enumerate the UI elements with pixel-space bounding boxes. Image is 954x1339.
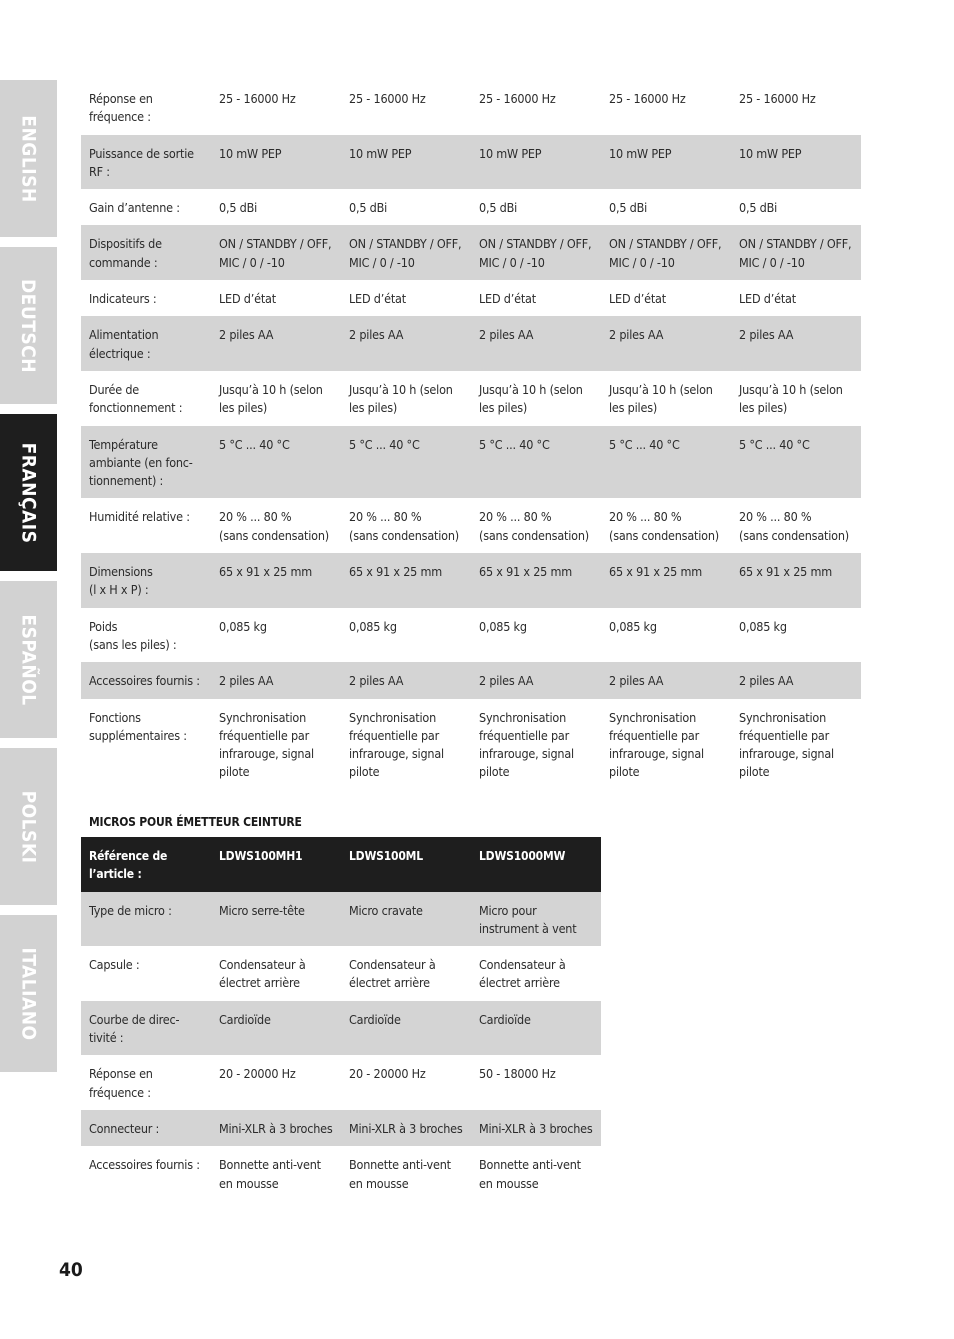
header-label: Référence de l’article : (81, 837, 211, 892)
table-row (81, 426, 861, 499)
row-value: 0,5 dBi (739, 200, 778, 216)
row-value: ON / STANDBY / OFF, MIC / 0 / -10 (211, 225, 341, 280)
row-label: Humidité relative : (89, 509, 190, 525)
row-value: 0,5 dBi (479, 200, 518, 216)
row-label: Accessoires fournis : (81, 662, 211, 698)
row-value: 2 piles AA (211, 316, 341, 371)
row-label: Réponse en fréquence : (89, 1066, 153, 1100)
lang-tab-label: ENGLISH (17, 114, 40, 203)
lang-tab-label: DEUTSCH (17, 278, 40, 373)
table-row (81, 1110, 601, 1146)
row-value: 25 - 16000 Hz (479, 91, 556, 106)
row-value: 5 °C ... 40 °C (731, 426, 861, 499)
row-value: Jusqu’à 10 h (selon les piles) (739, 381, 843, 416)
row-label: Type de micro : (81, 892, 211, 947)
row-value: 10 mW PEP (731, 135, 861, 190)
row-value: 0,085 kg (479, 618, 527, 634)
row-value: 0,5 dBi (609, 200, 648, 216)
row-value: Bonnette anti-vent en mousse (219, 1157, 321, 1191)
table-row (81, 946, 601, 1001)
row-value: 65 x 91 x 25 mm (601, 553, 731, 608)
row-label: Courbe de direc- tivité : (81, 1001, 211, 1056)
row-value: Mini-XLR à 3 broches (211, 1110, 341, 1146)
row-label: Réponse en fréquence : (89, 91, 153, 125)
row-value: 20 % ... 80 % (sans condensation) (219, 509, 329, 543)
row-label: Fonctions supplémentaires : (89, 709, 187, 743)
row-value: 0,5 dBi (219, 200, 258, 216)
row-value: Synchronisation fréquentielle par infrarouge, signal pilote (739, 709, 834, 780)
row-label: Dispositifs de commande : (81, 225, 211, 280)
row-value: 25 - 16000 Hz (219, 91, 296, 106)
lang-tab-english[interactable] (0, 80, 57, 237)
row-value: 2 piles AA (341, 316, 471, 371)
row-value: 5 °C ... 40 °C (211, 426, 341, 499)
row-label: Gain d’antenne : (89, 200, 180, 216)
row-value: Condensateur à électret arrière (479, 957, 566, 991)
row-value: 20 % ... 80 % (sans condensation) (349, 509, 459, 543)
mic-table-header (81, 837, 601, 892)
row-label: Température ambiante (en fonc- tionnement) : (81, 426, 211, 499)
lang-tab-label: FRANÇAIS (17, 442, 40, 543)
row-value: 50 - 18000 Hz (479, 1066, 556, 1082)
row-value: 2 piles AA (601, 316, 731, 371)
table-row (81, 662, 861, 698)
section-title: MICROS POUR ÉMETTEUR CEINTURE (89, 815, 302, 829)
mic-table (81, 837, 601, 1201)
table-row (81, 699, 861, 790)
row-value: 2 piles AA (471, 662, 601, 698)
table-row (81, 316, 861, 371)
row-value: 2 piles AA (211, 662, 341, 698)
table-row (81, 553, 861, 608)
row-value: 5 °C ... 40 °C (601, 426, 731, 499)
row-value: 25 - 16000 Hz (349, 91, 426, 106)
table-row (81, 498, 861, 553)
row-value: Micro cravate (341, 892, 471, 947)
lang-tab-italiano[interactable] (0, 915, 57, 1072)
row-value: 20 % ... 80 % (sans condensation) (609, 509, 719, 543)
row-value: 10 mW PEP (471, 135, 601, 190)
row-label: Capsule : (89, 957, 140, 973)
table-row (81, 892, 601, 947)
row-value: 2 piles AA (731, 662, 861, 698)
spec-table (81, 80, 861, 790)
row-value: 65 x 91 x 25 mm (471, 553, 601, 608)
row-value: Jusqu’à 10 h (selon les piles) (479, 381, 583, 416)
header-model: LDWS100MH1 (211, 837, 341, 892)
row-value: Condensateur à électret arrière (219, 957, 306, 991)
row-value: 5 °C ... 40 °C (471, 426, 601, 499)
row-value: 65 x 91 x 25 mm (211, 553, 341, 608)
row-value: Condensateur à électret arrière (349, 957, 436, 991)
row-value: LED d’état (479, 291, 536, 307)
row-value: Bonnette anti-vent en mousse (479, 1157, 581, 1191)
lang-tab-label: ITALIANO (17, 946, 40, 1041)
row-value: ON / STANDBY / OFF, MIC / 0 / -10 (601, 225, 731, 280)
row-label: Accessoires fournis : (89, 1157, 200, 1173)
row-value: Mini-XLR à 3 broches (471, 1110, 601, 1146)
row-label: Indicateurs : (89, 291, 157, 307)
row-label: Poids (sans les piles) : (89, 618, 177, 652)
row-label: Alimentation électrique : (81, 316, 211, 371)
table-row (81, 1146, 601, 1201)
row-value: LED d’état (739, 291, 796, 307)
table-row (81, 608, 861, 663)
table-row (81, 1055, 601, 1110)
row-value: 0,5 dBi (349, 200, 388, 216)
row-value: Synchronisation fréquentielle par infrarouge, signal pilote (479, 709, 574, 780)
lang-tab-espanol[interactable] (0, 581, 57, 738)
lang-tab-francais[interactable] (0, 414, 57, 571)
table-row (81, 189, 861, 225)
table-row (81, 1001, 601, 1056)
lang-tab-label: ESPAÑOL (17, 613, 40, 706)
row-value: 20 % ... 80 % (sans condensation) (479, 509, 589, 543)
row-value: 2 piles AA (471, 316, 601, 371)
lang-tab-label: POLSKI (17, 790, 40, 863)
row-value: 20 % ... 80 % (sans condensation) (739, 509, 849, 543)
row-value: ON / STANDBY / OFF, MIC / 0 / -10 (471, 225, 601, 280)
row-value: Synchronisation fréquentielle par infrarouge, signal pilote (219, 709, 314, 780)
row-value: ON / STANDBY / OFF, MIC / 0 / -10 (341, 225, 471, 280)
row-value: Micro pour instrument à vent (471, 892, 601, 947)
row-value: 20 - 20000 Hz (349, 1066, 426, 1082)
table-row (81, 225, 861, 280)
row-label: Connecteur : (81, 1110, 211, 1146)
row-value: Cardioïde (341, 1001, 471, 1056)
row-value: ON / STANDBY / OFF, MIC / 0 / -10 (731, 225, 861, 280)
row-value: 65 x 91 x 25 mm (731, 553, 861, 608)
row-value: 2 piles AA (341, 662, 471, 698)
row-value: 25 - 16000 Hz (609, 91, 686, 106)
lang-tab-polski[interactable] (0, 748, 57, 905)
row-value: 0,085 kg (609, 618, 657, 634)
row-label: Dimensions (l x H x P) : (81, 553, 211, 608)
row-value: 65 x 91 x 25 mm (341, 553, 471, 608)
row-label: Puissance de sortie RF : (81, 135, 211, 190)
row-value: Cardioïde (211, 1001, 341, 1056)
header-model: LDWS1000MW (471, 837, 601, 892)
header-model: LDWS100ML (341, 837, 471, 892)
row-value: Synchronisation fréquentielle par infrarouge, signal pilote (609, 709, 704, 780)
row-value: LED d’état (219, 291, 276, 307)
row-value: 2 piles AA (731, 316, 861, 371)
row-value: 5 °C ... 40 °C (341, 426, 471, 499)
row-value: Synchronisation fréquentielle par infrarouge, signal pilote (349, 709, 444, 780)
row-value: 10 mW PEP (341, 135, 471, 190)
row-value: Mini-XLR à 3 broches (341, 1110, 471, 1146)
row-value: 0,085 kg (349, 618, 397, 634)
lang-tab-deutsch[interactable] (0, 247, 57, 404)
row-value: Jusqu’à 10 h (selon les piles) (609, 381, 713, 416)
page-number: 40 (59, 1259, 83, 1281)
table-row (81, 135, 861, 190)
row-value: 0,085 kg (739, 618, 787, 634)
row-value: 2 piles AA (601, 662, 731, 698)
row-value: 10 mW PEP (211, 135, 341, 190)
table-row (81, 371, 861, 426)
row-value: 0,085 kg (219, 618, 267, 634)
row-value: Bonnette anti-vent en mousse (349, 1157, 451, 1191)
row-value: LED d’état (349, 291, 406, 307)
row-value: LED d’état (609, 291, 666, 307)
row-value: 25 - 16000 Hz (739, 91, 816, 106)
row-value: Jusqu’à 10 h (selon les piles) (349, 381, 453, 416)
row-value: Micro serre-tête (211, 892, 341, 947)
row-value: Cardioïde (471, 1001, 601, 1056)
table-row (81, 280, 861, 316)
row-label: Durée de fonctionnement : (89, 381, 183, 416)
table-row (81, 80, 861, 135)
row-value: 10 mW PEP (601, 135, 731, 190)
row-value: Jusqu’à 10 h (selon les piles) (219, 381, 323, 416)
row-value: 20 - 20000 Hz (219, 1066, 296, 1082)
